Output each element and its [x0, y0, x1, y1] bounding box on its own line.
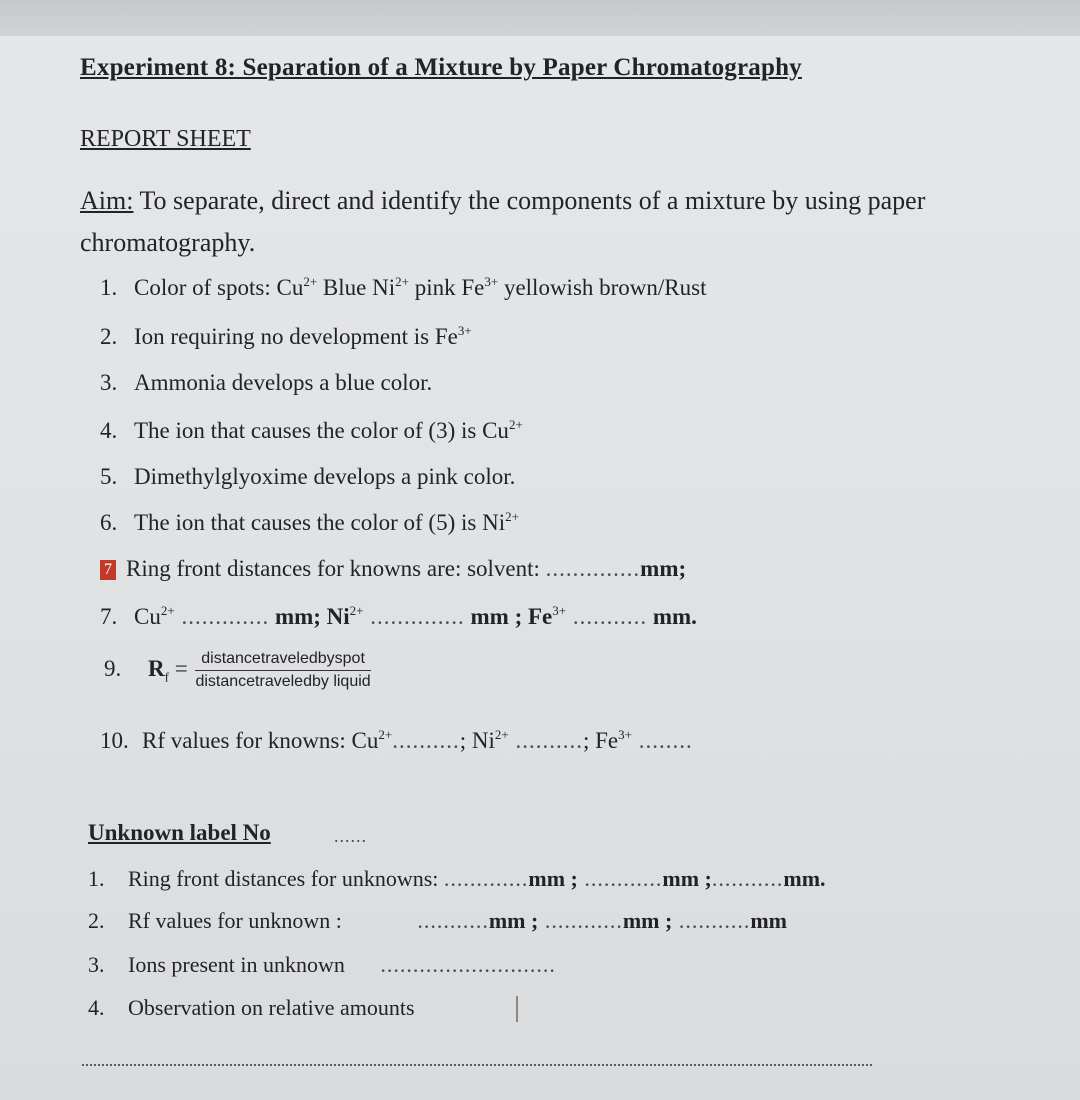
rf-symbol: R — [148, 655, 165, 681]
fill-in-blank[interactable]: ............. — [443, 866, 529, 891]
rf-numerator: distancetraveledbyspot — [195, 650, 370, 671]
unknown-label-blank[interactable]: ...... — [334, 826, 367, 846]
red-number-marker: 7 — [100, 560, 116, 580]
unknown-item-observation: 4. Observation on relative amounts — [88, 995, 415, 1020]
unknown-item-rf-values: 2. Rf values for unknown : ...........mm ; ............mm ; ...........mm — [88, 908, 787, 933]
unknown-label-heading: Unknown label No — [88, 820, 271, 845]
text-cursor — [516, 996, 518, 1022]
fill-in-blank[interactable]: .............. — [545, 556, 641, 581]
fill-in-blank[interactable]: .............. — [363, 604, 465, 629]
observation-answer-line[interactable] — [82, 1064, 872, 1066]
photo-top-edge — [0, 0, 1080, 40]
fill-in-blank[interactable]: ........................... — [380, 952, 556, 977]
list-item-dimethylglyoxime: 5. Dimethylglyoxime develops a pink color. — [100, 464, 516, 489]
rf-fraction — [195, 650, 370, 691]
rf-denominator: distancetraveledby liquid — [195, 673, 371, 690]
list-item-ion-color-5: 6. The ion that causes the color of (5) is $Ni^{2+}$ — [100, 509, 519, 535]
fill-in-blank[interactable]: ........... — [672, 908, 751, 933]
fill-in-blank[interactable]: .......... — [392, 728, 460, 753]
list-item-ring-front-knowns: 7 Ring front distances for knowns are: solvent: ..............mm; — [100, 556, 686, 582]
unknown-item-ions-present: 3. Ions present in unknown ........................... — [88, 952, 556, 977]
aim-label: Aim: — [80, 186, 134, 215]
aim-text: To separate, direct and identify the components of a mixture by using paper chromatography. — [80, 186, 926, 257]
fill-in-blank[interactable]: .......... — [508, 728, 583, 753]
fill-in-blank[interactable]: ............. — [174, 604, 270, 629]
report-sheet-heading: REPORT SHEET — [80, 126, 251, 152]
list-item-ion-color-3: 4. The ion that causes the color of (3) is $Cu^{2+}$ — [100, 417, 523, 443]
fill-in-blank[interactable]: ........... — [711, 866, 784, 891]
aim-paragraph — [80, 180, 980, 264]
list-item-no-development-ion: 2. Ion requiring no development is $Fe^{3+}$ — [100, 323, 472, 349]
list-item-rf-formula: 9. $R_f$ = $\frac{\text{distancetraveledbyspot}}{\text{distancetraveledby liquid}}$ — [104, 650, 371, 690]
page-title: Experiment 8: Separation of a Mixture by Paper Chromatography — [80, 54, 802, 81]
fill-in-blank[interactable]: ........... — [566, 604, 648, 629]
fill-in-blank[interactable]: ........... — [417, 908, 489, 933]
list-item-ammonia: 3. Ammonia develops a blue color. — [100, 370, 433, 395]
fill-in-blank[interactable]: ........ — [631, 728, 693, 753]
list-item-color-of-spots: 1. Color of spots: $Cu^{2+}$ Blue $Ni^{2+}$ pink $Fe^{3+}$ yellowish brown/Rust — [100, 274, 707, 300]
list-item-known-distances: 7. $Cu^{2+}$ ............. mm; $Ni^{2+}$ .............. mm ; $Fe^{3+}$ ........... mm. — [100, 603, 697, 629]
fill-in-blank[interactable]: ............ — [577, 866, 663, 891]
list-item-rf-knowns: 10. Rf values for knowns: $Cu^{2+}$..........; $Ni^{2+}$ ..........; $Fe^{3+}$ ........ — [100, 727, 693, 753]
fill-in-blank[interactable]: ............ — [538, 908, 623, 933]
unknown-item-ring-front: 1. Ring front distances for unknowns: .............mm ; ............mm ;...........mm. — [88, 866, 826, 891]
